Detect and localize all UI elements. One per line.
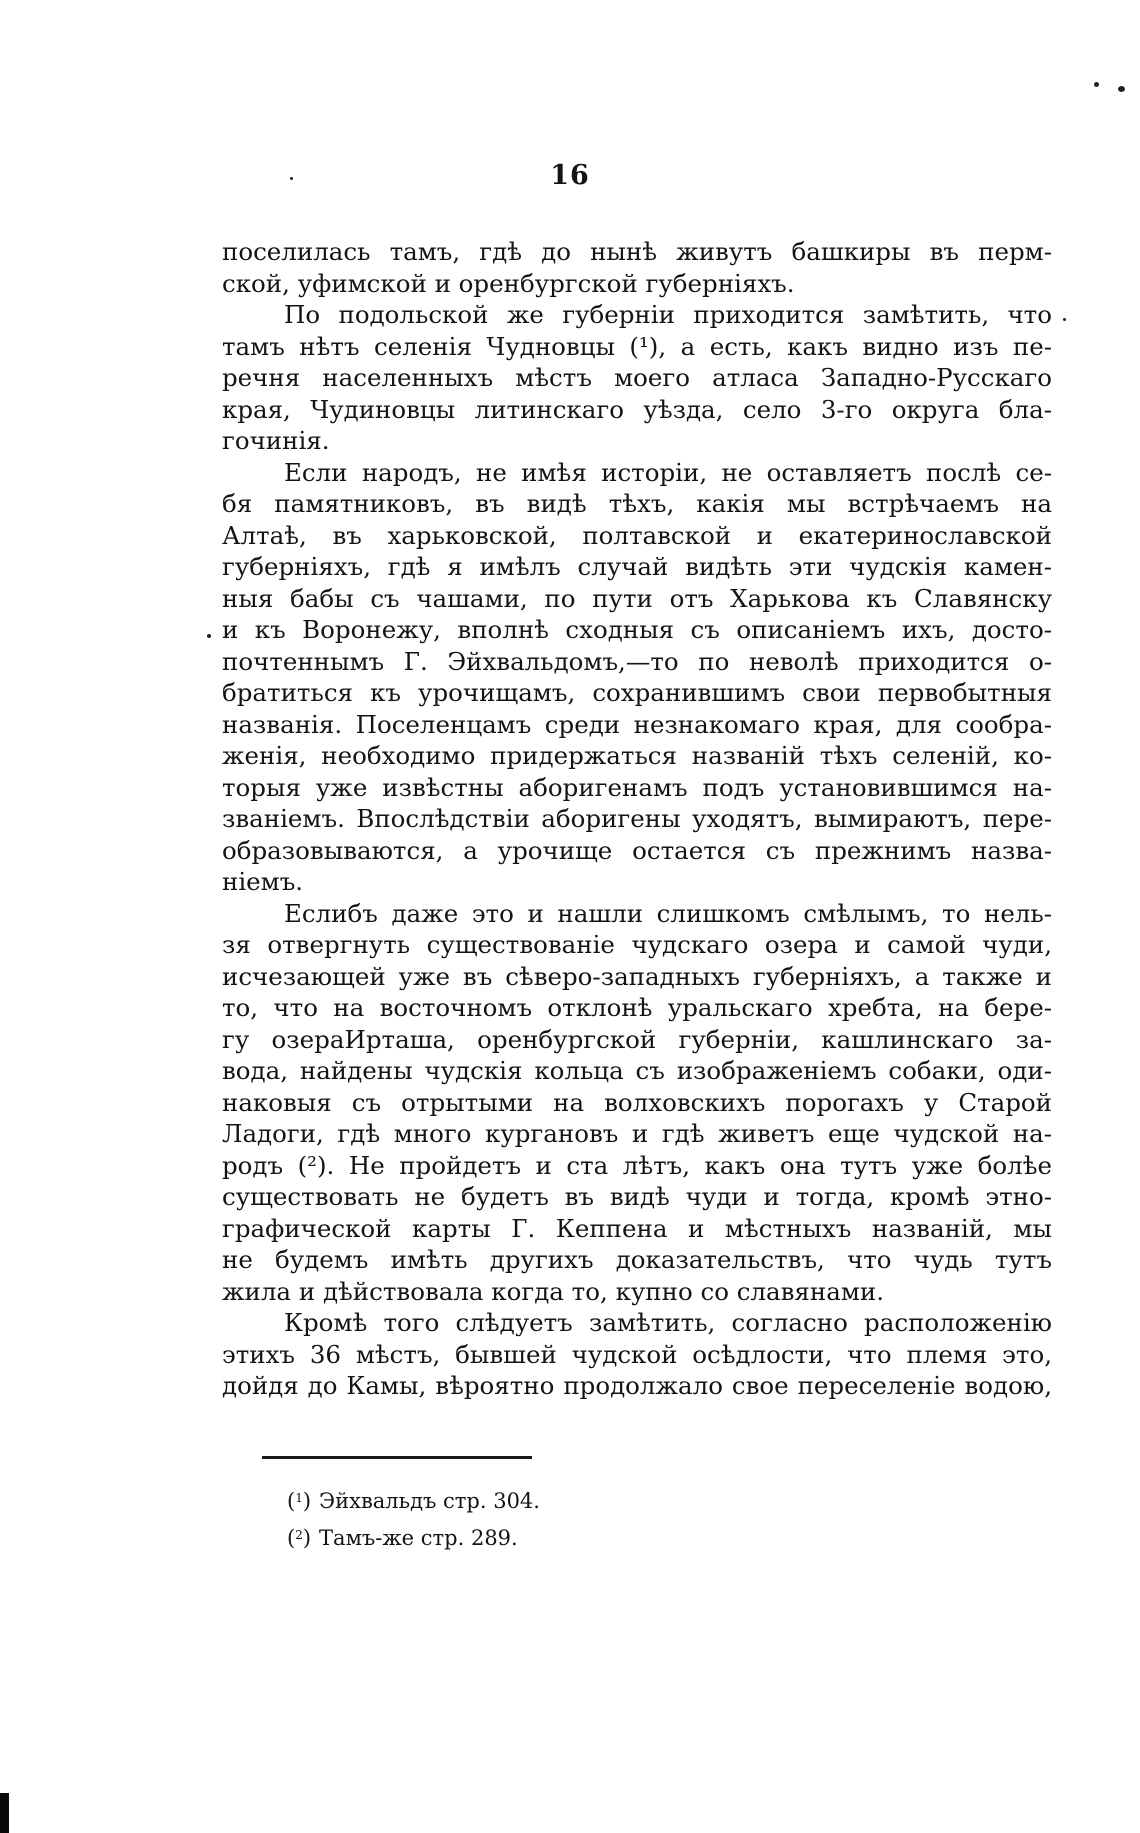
scan-speck <box>1118 86 1125 92</box>
text-line: этихъ 36 мѣстъ, бывшей чудской осѣдлости, что племя это, <box>222 1339 1052 1369</box>
text-line: Кромѣ того слѣдуетъ замѣтить, согласно расположенію <box>284 1308 1052 1337</box>
text-line: губерніяхъ, гдѣ я имѣлъ случай видѣть эти чудскія камен- <box>222 552 1052 581</box>
text-line: названія. Поселенцамъ среди незнакомаго края, для сообра- <box>222 709 1052 739</box>
footnote-mark: ($^1$) <box>287 1489 312 1513</box>
text-line: то, что на восточномъ отклонѣ уральскаго хребта, на бере- <box>222 993 1052 1022</box>
text-line: не будемъ имѣть другихъ доказательствъ, что чудь тутъ <box>222 1245 1052 1274</box>
footnote <box>287 1517 787 1554</box>
text-line: бя памятниковъ, въ видѣ тѣхъ, какія мы встрѣчаемъ на <box>222 489 1052 518</box>
scan-edge-mark <box>0 1793 9 1833</box>
text-line: тамъ нѣтъ селенія Чудновцы (¹), а есть, какъ видно изъ пе- <box>222 331 1052 361</box>
text-line: Алтаѣ, въ харьковской, полтавской и екатеринославской <box>222 520 1052 550</box>
text-line: дойдя до Камы, вѣроятно продолжало свое переселеніе водою, <box>222 1371 1052 1400</box>
text-line: почтеннымъ Г. Эйхвальдомъ,—то по неволѣ приходится о- <box>222 646 1052 676</box>
scan-speck <box>207 634 211 638</box>
text-line: Еслибъ даже это и нашли слишкомъ смѣлымъ, то нель- <box>284 898 1052 928</box>
text-line: гочинія. <box>222 426 330 455</box>
text-line: ской, уфимской и оренбургской губерніяхъ. <box>222 268 795 298</box>
text-line: Если народъ, не имѣя исторіи, не оставляетъ послѣ се- <box>284 457 1052 487</box>
text-line: ныя бабы съ чашами, по пути отъ Харькова къ Славянску <box>222 583 1052 613</box>
text-line: наковыя съ отрытыми на волховскихъ порогахъ у Старой <box>222 1087 1052 1117</box>
page-number: 16 <box>550 160 590 191</box>
footnote-number: 1 <box>295 1491 303 1505</box>
footnote-text: Эйхвальдъ стр. 304. <box>319 1489 540 1513</box>
footnote-mark: ($^2$) <box>287 1526 312 1550</box>
text-line: званіемъ. Впослѣдствіи аборигены уходятъ, вымираютъ, пере- <box>222 804 1052 833</box>
scan-speck <box>290 177 293 180</box>
text-line: женія, необходимо придержаться названій тѣхъ селеній, ко- <box>222 741 1052 770</box>
text-line: ніемъ. <box>222 867 304 896</box>
text-line: графической карты Г. Кеппена и мѣстныхъ названій, мы <box>222 1213 1052 1243</box>
text-line: родъ (²). Не пройдетъ и ста лѣтъ, какъ она тутъ уже болѣе <box>222 1150 1052 1180</box>
footnote-text: Тамъ-же стр. 289. <box>319 1526 518 1550</box>
body-text <box>222 236 1052 1402</box>
text-line: жила и дѣйствовала когда то, купно со славянами. <box>222 1276 885 1306</box>
footnote-number: 2 <box>295 1528 303 1542</box>
scan-speck <box>1094 82 1099 87</box>
footnotes <box>287 1480 787 1554</box>
text-line: существовать не будетъ въ видѣ чуди и тогда, кромѣ этно- <box>222 1182 1052 1211</box>
text-line: братиться къ урочищамъ, сохранившимъ свои первобытныя <box>222 678 1052 707</box>
text-line: и къ Воронежу, вполнѣ сходныя съ описаніемъ ихъ, досто- <box>222 615 1052 644</box>
text-line: образовываются, а урочище остается съ прежнимъ назва- <box>222 835 1052 865</box>
text-line: поселилась тамъ, гдѣ до нынѣ живутъ башкиры въ перм- <box>222 237 1052 266</box>
text-line: исчезающей уже въ сѣверо-западныхъ губерніяхъ, а также и <box>222 961 1052 991</box>
text-line: торыя уже извѣстны аборигенамъ подъ установившимся на- <box>222 772 1052 802</box>
text-line: Ладоги, гдѣ много кургановъ и гдѣ живетъ еще чудской на- <box>222 1119 1052 1148</box>
text-line: зя отвергнуть существованіе чудскаго озера и самой чуди, <box>222 930 1052 959</box>
footnote <box>287 1480 787 1517</box>
text-line: вода, найдены чудскія кольца съ изображеніемъ собаки, оди- <box>222 1056 1052 1085</box>
scan-speck <box>1063 318 1066 321</box>
text-line: края, Чудиновцы литинскаго уѣзда, село 3-го округа бла- <box>222 394 1052 424</box>
text-line: речня населенныхъ мѣстъ моего атласа Западно-Русскаго <box>222 363 1052 392</box>
text-line: По подольской же губерніи приходится замѣтить, что <box>284 300 1052 329</box>
footnote-divider <box>262 1456 532 1459</box>
text-line: гу озераИрташа, оренбургской губерніи, кашлинскаго за- <box>222 1024 1052 1054</box>
